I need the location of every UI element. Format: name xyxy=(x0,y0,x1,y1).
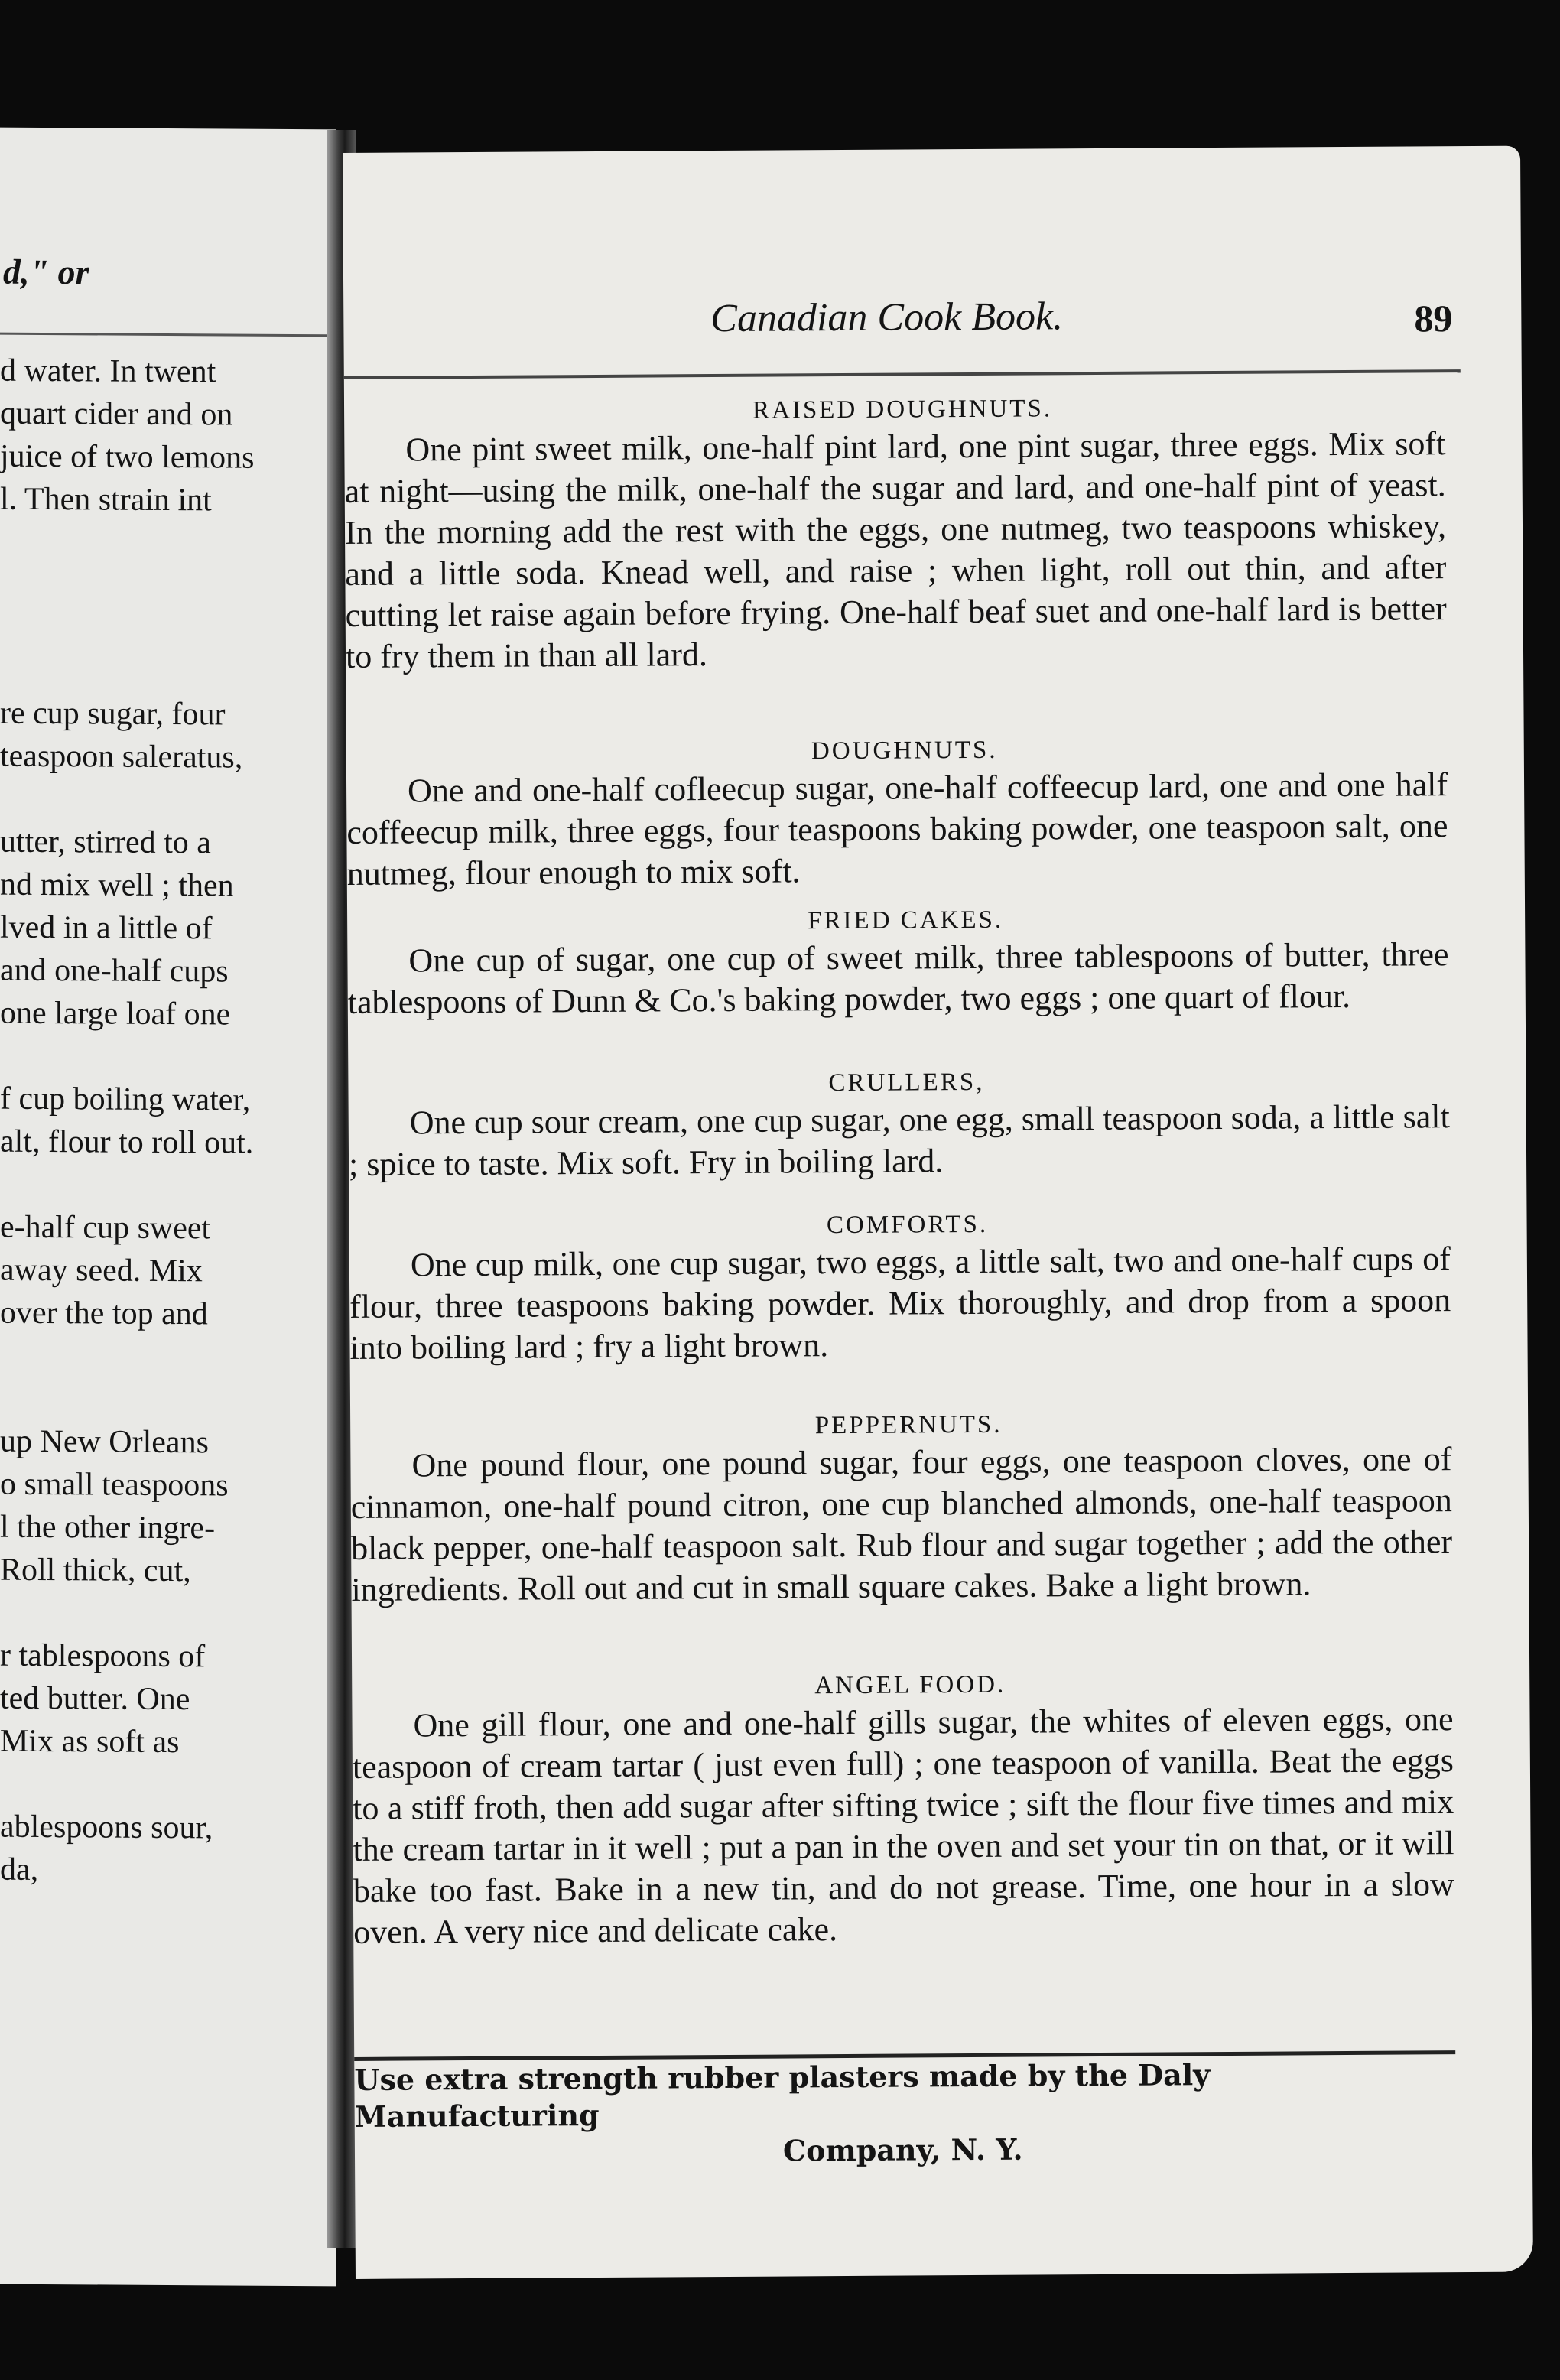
left-page-line: one large loaf one xyxy=(0,995,231,1032)
left-page-line: lved in a little of xyxy=(0,909,213,947)
left-page-line: up New Orleans xyxy=(0,1423,209,1461)
left-page-line xyxy=(0,649,291,651)
recipe-title: PEPPERNUTS. xyxy=(814,1410,1003,1440)
recipe-text: One cup sour cream, one cup sugar, one egg, small teaspoon soda, a little salt ; spice to taste. Mix soft. Fry in boiling lard. xyxy=(348,1097,1450,1183)
recipe-text: One cup of sugar, one cup of sweet milk, three tablespoons of butter, three tablespoons of Dunn & Co.'s baking powder, two eggs ; one quart of flour. xyxy=(347,935,1449,1021)
page-number: 89 xyxy=(1414,297,1453,340)
left-page-line: nd mix well ; then xyxy=(0,866,234,904)
left-page-line: l the other ingre- xyxy=(0,1509,216,1546)
recipe-title: CRULLERS, xyxy=(828,1068,985,1097)
recipe-text: One cup milk, one cup sugar, two eggs, a little salt, two and one-half cups of flour, three teaspoons baking powder. Mix thoroughly, and drop from a spoon into boiling lard ; fry a light brown. xyxy=(349,1240,1451,1367)
recipe-text: One and one-half cofleecup sugar, one-half coffeecup lard, one and one half coffeecup milk, three eggs, four teaspoons baking powder, one teaspoon salt, one nutmeg, flour enough to mix soft. xyxy=(346,766,1448,892)
left-page-line: and one-half cups xyxy=(0,952,229,990)
left-page-header-fragment: d," or xyxy=(3,252,89,292)
left-page-line: alt, flour to roll out. xyxy=(0,1123,254,1161)
left-page-line: Mix as soft as xyxy=(0,1723,180,1761)
left-page-line: juice of two lemons xyxy=(0,438,255,476)
recipe-text: One gill flour, one and one-half gills sugar, the whites of eleven eggs, one teaspoon of cream tartar ( just even full) ; one teaspoon of vanilla. Beat the eggs to a stiff froth, then add sugar after sifting twice ; sift the flour five times and mix the cream tartar in it well ; put a pan in the oven and set your tin on that, or it will bake too fast. Bake in a new tin, and do not grease. Time, one hour in a slow oven. A very nice and delicate cake. xyxy=(352,1700,1455,1951)
left-page-line: da, xyxy=(0,1852,39,1887)
recipe-title: COMFORTS. xyxy=(826,1210,989,1240)
recipe-title: DOUGHNUTS. xyxy=(811,736,998,766)
left-page-line xyxy=(0,1377,291,1379)
left-page-line: Roll thick, cut, xyxy=(0,1552,191,1589)
left-page-line: ted butter. One xyxy=(0,1680,190,1718)
header-rule xyxy=(344,369,1461,379)
left-page-line: e-half cup sweet xyxy=(0,1209,211,1247)
left-page-line: re cup sugar, four xyxy=(0,695,226,733)
left-page-line: d water. In twent xyxy=(0,353,216,390)
left-page-line: f cup boiling water, xyxy=(0,1081,251,1118)
left-page-line: o small teaspoons xyxy=(0,1466,229,1504)
left-page-line xyxy=(0,606,291,608)
left-page-header-rule xyxy=(0,333,329,337)
advertisement xyxy=(354,2055,1456,2172)
left-page-line: away seed. Mix xyxy=(0,1252,203,1289)
advertisement-line-2: Company, N. Y. xyxy=(782,2131,1023,2168)
left-page xyxy=(0,128,336,2287)
left-page-line: utter, stirred to a xyxy=(0,824,211,861)
left-page-line: quart cider and on xyxy=(0,395,233,433)
left-page-line: teaspoon saleratus, xyxy=(0,738,243,775)
left-page-line: ablespoons sour, xyxy=(0,1809,213,1846)
left-page-line: l. Then strain int xyxy=(0,481,212,519)
recipe-title: RAISED DOUGHNUTS. xyxy=(752,395,1053,424)
left-page-line: over the top and xyxy=(0,1295,208,1332)
recipe-text: One pint sweet milk, one-half pint lard, one pint sugar, three eggs. Mix soft at night—using the milk, one-half the sugar and lard, and one-half pint of yeast. In the morning add the rest with the eggs, one nutmeg, two teaspoons whiskey, and a little soda. Knead well, and raise ; when light, roll out thin, and after cutting let raise again before frying. One-half beaf suet and one-half lard is better to fry them in than all lard. xyxy=(344,424,1447,675)
left-page-line xyxy=(0,564,291,565)
left-page-line: r tablespoons of xyxy=(0,1637,206,1675)
recipe-text: One pound flour, one pound sugar, four eggs, one teaspoon cloves, one of cinnamon, one-half pound citron, one cup blanched almonds, one-half teaspoon black pepper, one-half teaspoon salt. Rub flour and sugar together ; add the other ingredients. Roll out and cut in small square cakes. Bake a light brown. xyxy=(350,1440,1453,1608)
recipe-title: ANGEL FOOD. xyxy=(814,1670,1006,1700)
right-page xyxy=(343,146,1533,2279)
advertisement-line-1: Use extra strength rubber plasters made by the Daly Manufacturing xyxy=(354,2057,1211,2134)
recipe-title: FRIED CAKES. xyxy=(808,906,1004,935)
running-header: Canadian Cook Book. xyxy=(710,294,1064,341)
